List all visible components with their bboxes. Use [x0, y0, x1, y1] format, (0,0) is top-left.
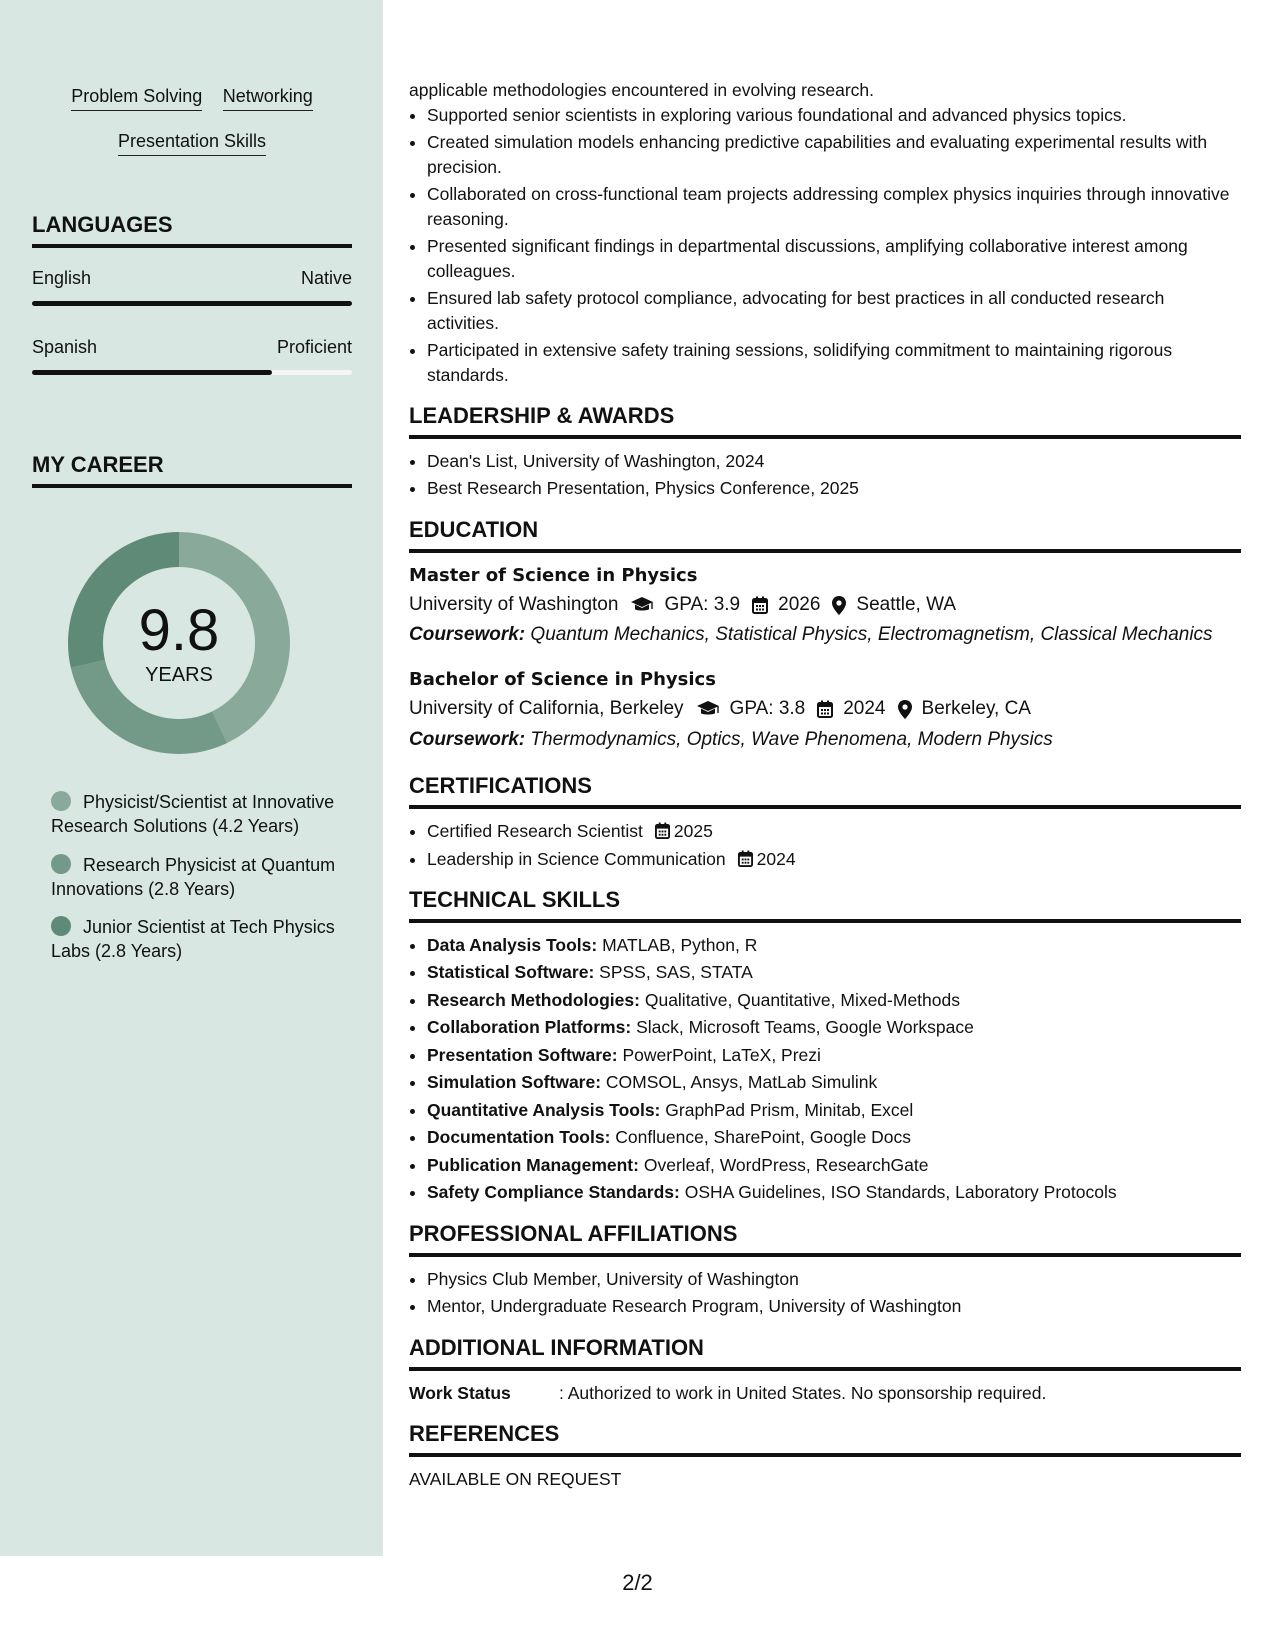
coursework-text: Quantum Mechanics, Statistical Physics, Electromagnetism, Classical Mechanics [530, 624, 1213, 646]
references-heading: REFERENCES [409, 1419, 1241, 1457]
work-status [409, 1381, 1241, 1406]
career-item-text: Research Physicist at Quantum Innovations (2.8 Years) [51, 854, 336, 899]
skill-label: Collaboration Platforms: [427, 1017, 632, 1038]
language-level: Native [300, 268, 352, 288]
technical-skill [427, 933, 1241, 958]
legend-dot [51, 854, 71, 874]
skill-label: Simulation Software: [427, 1072, 602, 1093]
school-name: University of California, Berkeley [409, 698, 684, 720]
skill-value: PowerPoint, LaTeX, Prezi [622, 1044, 821, 1065]
gpa: GPA: 3.8 [729, 698, 806, 720]
skill-label: Safety Compliance Standards: [427, 1182, 680, 1203]
award-item: • Dean's List, University of Washington, 2024 [427, 449, 1241, 474]
coursework [409, 622, 1241, 649]
career-item [51, 915, 341, 964]
technical-skill [427, 1125, 1241, 1150]
main-content [409, 78, 1241, 1491]
map-pin-icon [832, 596, 846, 615]
calendar-icon [655, 822, 670, 839]
work-status-label: Work Status [409, 1382, 511, 1403]
graduation-year: 2026 [778, 593, 821, 615]
degree-title: Master of Science in Physics [409, 564, 698, 586]
skill-label: Data Analysis Tools: [427, 934, 598, 955]
affiliations-list [409, 1267, 1241, 1319]
certifications-heading: CERTIFICATIONS [409, 771, 1241, 809]
certification-name: Certified Research Scientist [427, 821, 643, 842]
education-entry [409, 667, 1241, 753]
school-location: Berkeley, CA [921, 698, 1031, 720]
references-text: AVAILABLE ON REQUEST [409, 1468, 622, 1489]
career-total-years: 9.8 [138, 597, 220, 663]
skill-value: SPSS, SAS, STATA [599, 962, 753, 983]
skill-value: GraphPad Prism, Minitab, Excel [665, 1099, 914, 1120]
certification-item [427, 847, 1241, 872]
skill-label: Research Methodologies: [427, 989, 640, 1010]
technical-skills-list [409, 933, 1241, 1205]
skill-label: Statistical Software: [427, 962, 595, 983]
experience-bullet: • Ensured lab safety protocol compliance, advocating for best practices in all conducted research activities. [427, 286, 1241, 335]
coursework-text: Thermodynamics, Optics, Wave Phenomena, Modern Physics [530, 728, 1053, 750]
technical-skill [427, 1015, 1241, 1040]
language-bar [32, 301, 352, 306]
technical-skill [427, 1180, 1241, 1205]
calendar-icon [752, 596, 768, 614]
skill-value: Slack, Microsoft Teams, Google Workspace [636, 1017, 974, 1038]
language-name: English [32, 268, 92, 288]
education-details [409, 592, 1241, 619]
coursework-label: Coursework: [409, 728, 526, 750]
experience-bullets [409, 103, 1241, 388]
skill-label: Presentation Software: [427, 1044, 618, 1065]
technical-skill [427, 1043, 1241, 1068]
skill-tag: Presentation Skills [118, 131, 266, 156]
technical-skill [427, 1098, 1241, 1123]
language-bar [32, 370, 352, 375]
career-heading: MY CAREER [32, 452, 352, 488]
skill-label: Quantitative Analysis Tools: [427, 1099, 661, 1120]
skill-value: MATLAB, Python, R [602, 934, 758, 955]
skill-value: OSHA Guidelines, ISO Standards, Laboratory Protocols [684, 1182, 1117, 1203]
experience-continuation: applicable methodologies encountered in evolving research. [409, 80, 875, 100]
education-heading: EDUCATION [409, 515, 1241, 553]
skill-value: Confluence, SharePoint, Google Docs [615, 1127, 912, 1148]
experience-bullet: • Presented significant findings in departmental discussions, amplifying collaborative interest among colleagues. [427, 234, 1241, 283]
education-details [409, 696, 1241, 723]
languages-heading: LANGUAGES [32, 212, 352, 248]
skill-label: Publication Management: [427, 1154, 639, 1175]
language-english [32, 268, 352, 306]
skills-list [32, 86, 352, 176]
certifications-list [409, 819, 1241, 871]
language-name: Spanish [32, 337, 98, 357]
technical-skill [427, 988, 1241, 1013]
legend-dot [51, 791, 71, 811]
certification-year: 2024 [756, 848, 796, 869]
career-unit: YEARS [145, 663, 213, 686]
graduation-year: 2024 [843, 698, 886, 720]
affiliation-item: • Physics Club Member, University of Washington [427, 1267, 1241, 1292]
experience-bullet: • Supported senior scientists in exploring various foundational and advanced physics topics. [427, 103, 1241, 128]
skill-value: COMSOL, Ansys, MatLab Simulink [605, 1072, 878, 1093]
degree-title: Bachelor of Science in Physics [409, 668, 716, 690]
leadership-list [409, 449, 1241, 501]
work-status-value: : Authorized to work in United States. No sponsorship required. [559, 1382, 1047, 1403]
coursework [409, 727, 1241, 754]
award-item: • Best Research Presentation, Physics Conference, 2025 [427, 476, 1241, 501]
career-item-text: Junior Scientist at Tech Physics Labs (2.8 Years) [51, 917, 335, 962]
skill-value: Overleaf, WordPress, ResearchGate [643, 1154, 929, 1175]
career-item [51, 790, 341, 839]
school-name: University of Washington [409, 593, 619, 615]
affiliation-item: • Mentor, Undergraduate Research Program, University of Washington [427, 1294, 1241, 1319]
skill-label: Documentation Tools: [427, 1127, 611, 1148]
career-legend [51, 790, 341, 978]
technical-skill [427, 1153, 1241, 1178]
school-location: Seattle, WA [856, 593, 957, 615]
certification-item [427, 819, 1241, 844]
career-donut [66, 530, 292, 756]
experience-bullet: • Collaborated on cross-functional team projects addressing complex physics inquiries through innovative reasoning. [427, 182, 1241, 231]
language-level: Proficient [276, 337, 352, 357]
education-entry [409, 563, 1241, 649]
page-number: 2/2 [622, 1570, 653, 1595]
career-item [51, 853, 341, 902]
certification-year: 2025 [673, 821, 713, 842]
language-spanish [32, 337, 352, 375]
graduation-cap-icon [630, 596, 654, 614]
sidebar [0, 0, 383, 1556]
skill-tag: Networking [223, 86, 313, 111]
career-item-text: Physicist/Scientist at Innovative Research Solutions (4.2 Years) [51, 792, 335, 837]
skill-tag: Problem Solving [71, 86, 202, 111]
experience-bullet: • Created simulation models enhancing predictive capabilities and evaluating experimental results with precision. [427, 130, 1241, 179]
experience-bullet: • Participated in extensive safety training sessions, solidifying commitment to maintaining rigorous standards. [427, 338, 1241, 387]
technical-skills-heading: TECHNICAL SKILLS [409, 885, 1241, 923]
additional-info-heading: ADDITIONAL INFORMATION [409, 1333, 1241, 1371]
affiliations-heading: PROFESSIONAL AFFILIATIONS [409, 1219, 1241, 1257]
calendar-icon [817, 700, 833, 718]
map-pin-icon [898, 700, 912, 719]
graduation-cap-icon [696, 700, 720, 718]
language-bar-fill [32, 301, 352, 306]
technical-skill [427, 960, 1241, 985]
legend-dot [51, 916, 71, 936]
language-bar-fill [32, 370, 272, 375]
calendar-icon [738, 850, 753, 867]
coursework-label: Coursework: [409, 624, 526, 646]
skill-value: Qualitative, Quantitative, Mixed-Methods [644, 989, 960, 1010]
technical-skill [427, 1070, 1241, 1095]
certification-name: Leadership in Science Communication [427, 848, 726, 869]
leadership-heading: LEADERSHIP & AWARDS [409, 401, 1241, 439]
gpa: GPA: 3.9 [664, 593, 741, 615]
